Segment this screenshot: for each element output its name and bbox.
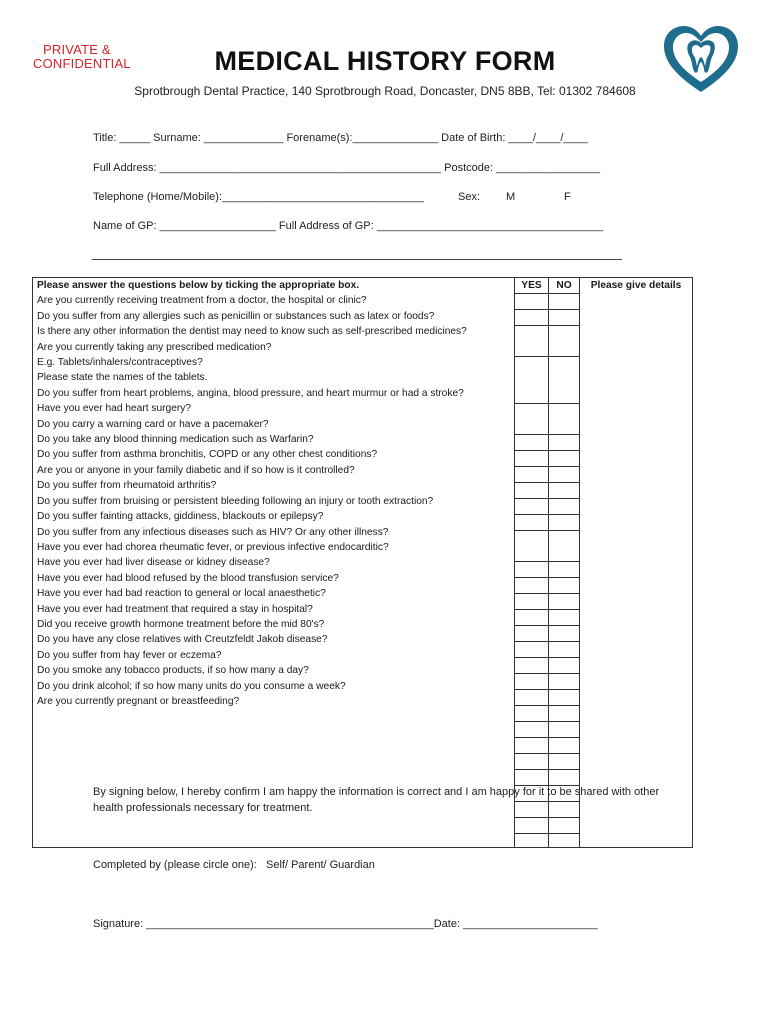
question-item: Do you have any close relatives with Creutzfeldt Jakob disease? [37,634,328,646]
yes-checkbox[interactable] [515,294,549,310]
yes-checkbox[interactable] [515,435,549,451]
question-item: Do you suffer from hay fever or eczema? [37,649,222,661]
question-item: Do you suffer from bruising or persistent bleeding following an injury or tooth extraction? [37,495,434,507]
no-checkbox[interactable] [549,642,580,658]
no-checkbox[interactable] [549,818,580,834]
no-checkbox[interactable] [549,722,580,738]
declaration-text: By signing below, I hereby confirm I am happy the information is correct and I am happy for it to be shared with other health professionals necessary for treatment. [93,786,660,814]
no-checkbox[interactable] [549,626,580,642]
yes-checkbox[interactable] [515,626,549,642]
question-item: Are you or anyone in your family diabetic and if so how is it controlled? [37,464,355,476]
no-checkbox[interactable] [549,404,580,435]
no-checkbox[interactable] [549,674,580,690]
question-item: Do you suffer from any allergies such as penicillin or substances such as latex or foods? [37,310,435,322]
sex-label: Sex: [458,191,481,203]
yes-checkbox[interactable] [515,658,549,674]
no-checkbox[interactable] [549,578,580,594]
yes-checkbox[interactable] [515,690,549,706]
no-checkbox[interactable] [549,594,580,610]
completed-by-field[interactable]: Completed by (please circle one): Self/ Parent/ Guardian [93,859,375,871]
no-checkbox[interactable] [549,690,580,706]
question-item: Do you suffer from any infectious diseases such as HIV? Or any other illness? [37,526,389,538]
no-checkbox[interactable] [549,610,580,626]
medical-history-table [32,277,693,848]
yes-checkbox[interactable] [515,499,549,515]
no-checkbox[interactable] [549,531,580,562]
no-checkbox[interactable] [549,451,580,467]
yes-checkbox[interactable] [515,642,549,658]
question-item: Do you carry a warning card or have a pacemaker? [37,418,269,430]
yes-checkbox[interactable] [515,722,549,738]
no-checkbox[interactable] [549,467,580,483]
practice-address: Sprotbrough Dental Practice, 140 Sprotbrough Road, Doncaster, DN5 8BB, Tel: 01302 784608 [134,84,636,98]
yes-checkbox[interactable] [515,834,549,848]
yes-checkbox[interactable] [515,738,549,754]
sex-option-m[interactable]: M [506,191,516,203]
sex-option-f[interactable]: F [564,191,571,203]
yes-checkbox[interactable] [515,610,549,626]
yes-checkbox[interactable] [515,483,549,499]
question-item: Have you ever had heart surgery? [37,403,192,415]
telephone-field[interactable]: Telephone (Home/Mobile):_________________________________ [93,191,424,203]
no-checkbox[interactable] [549,326,580,357]
question-item: Are you currently taking any prescribed medication? [37,341,272,353]
no-checkbox[interactable] [549,834,580,848]
question-item: E.g. Tablets/inhalers/contraceptives? [37,357,203,369]
question-item: Please state the names of the tablets. [37,372,208,384]
question-item: Do you suffer from rheumatoid arthritis? [37,480,217,492]
heart-tooth-icon [660,22,742,96]
question-item: Are you currently pregnant or breastfeeding? [37,695,240,707]
yes-checkbox[interactable] [515,451,549,467]
question-item: Do you suffer from heart problems, angina, blood pressure, and heart murmur or had a stroke? [37,387,464,399]
yes-checkbox[interactable] [515,578,549,594]
no-checkbox[interactable] [549,357,580,404]
question-item: Have you ever had chorea rheumatic fever, or previous infective endocarditic? [37,541,389,553]
yes-checkbox[interactable] [515,674,549,690]
yes-checkbox[interactable] [515,531,549,562]
no-checkbox[interactable] [549,754,580,770]
question-item: Do you suffer from asthma bronchitis, COPD or any other chest conditions? [37,449,378,461]
question-item: Have you ever had treatment that required a stay in hospital? [37,603,313,615]
personal-details-row1[interactable]: Title: _____ Surname: _____________ Forename(s):______________ Date of Birth: ____/____/____ [93,132,588,144]
no-checkbox[interactable] [549,738,580,754]
question-item: Are you currently receiving treatment from a doctor, the hospital or clinic? [37,295,367,307]
address-postcode-row[interactable]: Full Address: ______________________________________________ Postcode: _________________ [93,162,601,174]
questions-column [33,278,515,848]
yes-checkbox[interactable] [515,594,549,610]
no-checkbox[interactable] [549,562,580,578]
blank-line-divider[interactable] [92,259,622,260]
details-column-header: Please give details [590,280,682,291]
yes-checkbox[interactable] [515,515,549,531]
gp-details-row[interactable]: Name of GP: ___________________ Full Address of GP: _____________________________________ [93,220,604,232]
no-checkbox[interactable] [549,310,580,326]
form-title: MEDICAL HISTORY FORM [214,46,556,76]
yes-checkbox[interactable] [515,310,549,326]
yes-checkbox[interactable] [515,818,549,834]
question-item: Have you ever had blood refused by the blood transfusion service? [37,572,339,584]
yes-checkbox[interactable] [515,357,549,404]
yes-checkbox[interactable] [515,326,549,357]
no-checkbox[interactable] [549,515,580,531]
no-checkbox[interactable] [549,658,580,674]
confidential-label: CONFIDENTIAL [33,56,131,71]
no-checkbox[interactable] [549,294,580,310]
no-checkbox[interactable] [549,706,580,722]
question-item: Have you ever had liver disease or kidney disease? [37,557,270,569]
no-checkbox[interactable] [549,499,580,515]
question-item: Do you drink alcohol; if so how many units do you consume a week? [37,680,346,692]
yes-checkbox[interactable] [515,404,549,435]
signature-date-field[interactable]: Signature: _______________________________________________Date: ______________________ [93,918,598,930]
no-column-header: NO [549,278,580,294]
question-item: Did you receive growth hormone treatment before the mid 80's? [37,618,325,630]
no-checkbox[interactable] [549,483,580,499]
no-checkbox[interactable] [549,435,580,451]
question-item: Do you suffer fainting attacks, giddiness, blackouts or epilepsy? [37,511,324,523]
details-column[interactable] [580,278,693,848]
yes-column-header: YES [515,278,549,294]
question-item: Is there any other information the dentist may need to know such as self-prescribed medicines? [37,326,467,338]
private-label: PRIVATE & [43,42,111,57]
yes-checkbox[interactable] [515,562,549,578]
table-intro: Please answer the questions below by ticking the appropriate box. [37,280,360,291]
question-item: Do you smoke any tobacco products, if so how many a day? [37,665,309,677]
yes-checkbox[interactable] [515,754,549,770]
yes-checkbox[interactable] [515,467,549,483]
yes-checkbox[interactable] [515,706,549,722]
question-item: Have you ever had bad reaction to general or local anaesthetic? [37,588,326,600]
question-item: Do you take any blood thinning medication such as Warfarin? [37,434,314,446]
